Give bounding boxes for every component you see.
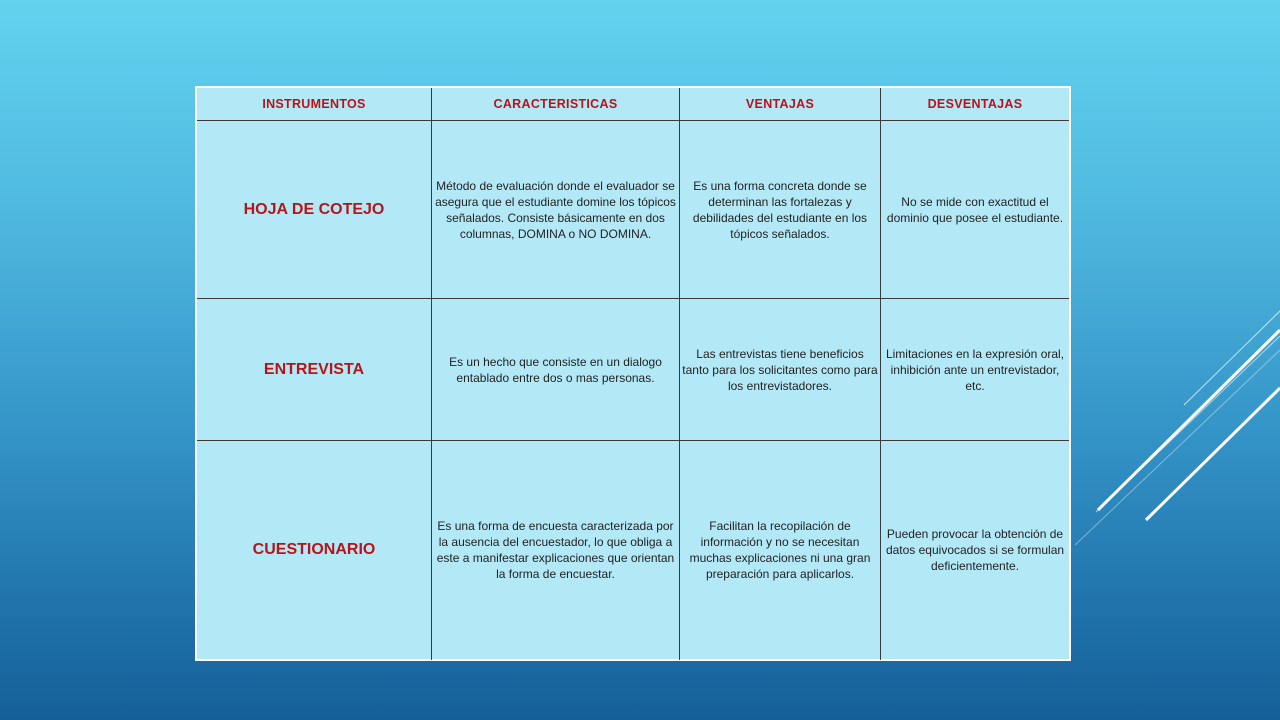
table-row xyxy=(197,441,1069,660)
deco-line xyxy=(1075,350,1280,545)
deco-line xyxy=(1184,311,1280,405)
comparison-table xyxy=(197,88,1069,660)
advantages-cell: Es una forma concreta donde se determinan las fortalezas y debilidades del estudiante en los tópicos señalados. xyxy=(680,121,881,299)
row-title: HOJA DE COTEJO xyxy=(197,121,432,299)
row-title: CUESTIONARIO xyxy=(252,541,376,559)
advantages-cell: Las entrevistas tiene beneficios tanto para los solicitantes como para los entrevistadores. xyxy=(680,299,881,441)
disadvantages-cell: Limitaciones en la expresión oral, inhibición ante un entrevistador, etc. xyxy=(881,299,1070,441)
characteristics-cell: Método de evaluación donde el evaluador se asegura que el estudiante domine los tópicos señalados. Consiste básicamente en dos columnas, DOMINA o NO DOMINA. xyxy=(432,121,680,299)
table-row xyxy=(197,121,1069,299)
characteristics-cell: Es una forma de encuesta caracterizada por la ausencia del encuestador, lo que obliga a este a manifestar explicaciones que orientan la forma de encuestar. xyxy=(432,441,680,660)
disadvantages-cell: No se mide con exactitud el dominio que posee el estudiante. xyxy=(881,121,1070,299)
comparison-table-container xyxy=(195,86,1071,661)
table-row xyxy=(197,299,1069,441)
deco-line xyxy=(1098,330,1280,510)
header-desventajas: DESVENTAJAS xyxy=(881,88,1070,121)
row-title: ENTREVISTA xyxy=(197,299,432,441)
table-header-row xyxy=(197,88,1069,121)
deco-line xyxy=(1146,388,1280,520)
advantages-cell: Facilitan la recopilación de información y no se necesitan muchas explicaciones ni una gran preparación para aplicarlos. xyxy=(680,441,881,660)
deco-line xyxy=(1096,336,1280,512)
characteristics-cell: Es un hecho que consiste en un dialogo entablado entre dos o mas personas. xyxy=(432,299,680,441)
header-instrumentos: INSTRUMENTOS xyxy=(197,88,432,121)
disadvantages-cell: Pueden provocar la obtención de datos equivocados si se formulan deficientemente. xyxy=(881,441,1070,660)
header-ventajas: VENTAJAS xyxy=(680,88,881,121)
header-caracteristicas: CARACTERISTICAS xyxy=(432,88,680,121)
